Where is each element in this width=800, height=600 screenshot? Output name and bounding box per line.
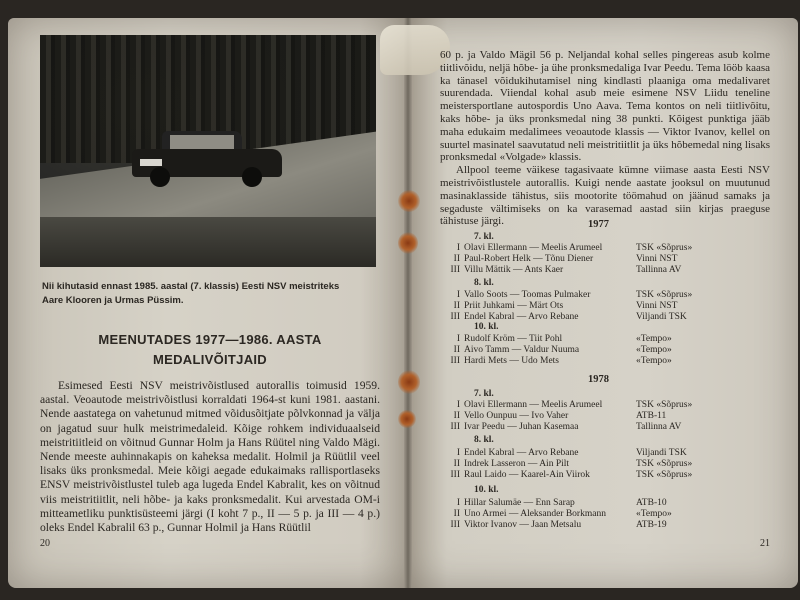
- club: Viljandi TSK: [636, 448, 687, 458]
- result-row: [446, 470, 776, 481]
- rust-stain: [398, 370, 420, 394]
- club: Vinni NST: [636, 254, 678, 264]
- text-paragraph: 60 p. ja Valdo Mägil 56 p. Neljandal kohal selles pingereas asub kolme tiitlivõidu, neljä hõbe- ja ühe pronksmedaliga Ivar Peedu. Tema lööb kaasa ka tänasel võidukihutamisel ning kindlasti plaaniga oma medalivaret suurendada. Viiendal kohal asub meie esimene NSV Liidu teneline meistersportlane autospordis Uno Aava. Tema kontos on neli tiitlivõitu, kaks hõbe- ja üks pronksmedal ning 38 punkti. Kõigest punktiga jääb maha edukaim medalimees veoautode klassis — Viktor Ivanov, kellel on suurtel masinatel saavutatud neli meistritiitlit ja üks hõbemedal ning lisaks pronksmedal «Volgade» klassis.: [440, 49, 770, 164]
- class-heading: 7. kl.: [474, 232, 494, 242]
- rank: I: [456, 448, 460, 458]
- crew: Endel Kabral — Arvo Rebane: [464, 312, 579, 322]
- club: TSK «Sõprus»: [636, 459, 693, 469]
- class-heading: 10. kl.: [474, 485, 499, 495]
- crew: Indrek Lasseron — Ain Pilt: [464, 459, 570, 469]
- rank: III: [450, 470, 460, 480]
- result-row: [446, 254, 776, 265]
- crew: Endel Kabral — Arvo Rebane: [464, 448, 579, 458]
- heading-line: MEENUTADES 1977—1986. AASTA: [98, 332, 322, 347]
- page-number-left: 20: [40, 538, 50, 549]
- result-row: [446, 459, 776, 470]
- roadside-grass: [40, 217, 376, 267]
- page-number-right: 21: [760, 538, 770, 549]
- crew: Vallo Soots — Toomas Pulmaker: [464, 290, 591, 300]
- rank: II: [453, 301, 460, 311]
- caption-line: Nii kihutasid ennast 1985. aastal (7. klassis) Eesti NSV meistriteks: [42, 281, 340, 292]
- result-row: [446, 356, 776, 367]
- article-paragraph: Esimesed Eesti NSV meistrivõistlused autorallis toimusid 1959. aastal. Veoautode meistrivõistlusi korraldati 1964-st kuni 1981. aastani. Nende aastatega on vahetunud mitmed võidusõitjate põlvkonnad ja välja on jagatud suur hulk meistrimedaleid. Kõige rohkem individuaalseid meistritiitleid on võitnud Gunnar Holm ja Hans Rüütel ning Valdo Mägi. Nende meeste auhinnakapis on kaheksa medalit. Holmil ja Rüütlil veel lisaks üks pronksmedal. Meie kõigi aegade edukaimaks rallisportlaseks ENSV meistrivõistlustel tuleb aga lugeda Endel Kabralit, kes on võitnud viis meistritiitlit, neli hõbe- ja kaks pronksmedalit. Kui arvestada OM-i mitteametliku punktisüsteemi järgi (I koht 7 p., II — 5 p. ja III — 4 p.) oleks Endel Kabralil 63 p., Gunnar Holmil ja Hans Rüütlil: [40, 379, 380, 535]
- class-heading: 8. kl.: [474, 435, 494, 445]
- class-heading: 8. kl.: [474, 278, 494, 288]
- club: Tallinna AV: [636, 422, 682, 432]
- rank: III: [450, 422, 460, 432]
- crew: Paul-Robert Helk — Tõnu Diener: [464, 254, 594, 264]
- rank: II: [453, 254, 460, 264]
- crew: Olavi Ellermann — Meelis Arumeel: [464, 243, 603, 253]
- club: «Tempo»: [636, 334, 672, 344]
- result-row: [446, 498, 776, 509]
- rank: I: [456, 290, 460, 300]
- crew: Viktor Ivanov — Jaan Metsalu: [464, 520, 582, 530]
- crew: Ivar Peedu — Juhan Kasemaa: [464, 422, 579, 432]
- rank: I: [456, 243, 460, 253]
- result-row: [446, 345, 776, 356]
- rank: I: [456, 334, 460, 344]
- club: Viljandi TSK: [636, 312, 687, 322]
- rally-car-photo: [40, 35, 376, 267]
- result-row: [446, 520, 776, 531]
- text-paragraph: Allpool teeme väikese tagasivaate kümne viimase aasta Eesti NSV meistrivõistlustele autorallis. Kuigi nende aastate jooksul on muutunud masinaklasside tähistus, siis mootorite töömahud on jäänud samaks ja segaduste vältimiseks on ka varasemad aastad siin kirjas praeguse tähistuse järgi.: [440, 164, 770, 228]
- result-row: [446, 400, 776, 411]
- club: «Tempo»: [636, 509, 672, 519]
- result-row: [446, 411, 776, 422]
- book-spine: [404, 18, 412, 588]
- crew: Priit Juhkami — Märt Ots: [464, 301, 564, 311]
- rank: III: [450, 312, 460, 322]
- rust-stain: [398, 190, 420, 212]
- crew: Olavi Ellermann — Meelis Arumeel: [464, 400, 603, 410]
- club: «Tempo»: [636, 356, 672, 366]
- club: Vinni NST: [636, 301, 678, 311]
- crew: Uno Armei — Aleksander Borkmann: [464, 509, 606, 519]
- rank: II: [453, 509, 460, 519]
- result-row: [446, 243, 776, 254]
- heading-line: MEDALIVÕITJAID: [153, 352, 267, 367]
- crew: Hillar Salumäe — Enn Sarap: [464, 498, 575, 508]
- club: TSK «Sõprus»: [636, 243, 693, 253]
- rank: III: [450, 520, 460, 530]
- rank: I: [456, 400, 460, 410]
- result-row: [446, 265, 776, 276]
- rally-car: [132, 127, 282, 185]
- class-heading: 10. kl.: [474, 322, 499, 332]
- rank: I: [456, 498, 460, 508]
- result-row: [446, 422, 776, 433]
- year-heading: 1978: [588, 374, 609, 385]
- result-row: [446, 290, 776, 301]
- article-heading: [40, 330, 380, 370]
- crew: Hardi Mets — Udo Mets: [464, 356, 559, 366]
- crew: Vello Ounpuu — Ivo Vaher: [464, 411, 569, 421]
- rank: II: [453, 345, 460, 355]
- result-row: [446, 448, 776, 459]
- club: ATB-11: [636, 411, 667, 421]
- article-body: [40, 379, 380, 535]
- rank: II: [453, 411, 460, 421]
- rust-stain: [398, 232, 418, 254]
- caption-line: Aare Klooren ja Urmas Püssim.: [42, 295, 184, 306]
- class-heading: 7. kl.: [474, 389, 494, 399]
- photo-caption: [42, 280, 382, 308]
- result-row: [446, 509, 776, 520]
- rank: II: [453, 459, 460, 469]
- crew: Villu Mättik — Ants Kaer: [464, 265, 564, 275]
- club: TSK «Sõprus»: [636, 400, 693, 410]
- year-heading: 1977: [588, 219, 609, 230]
- result-row: [446, 334, 776, 345]
- crew: Aivo Tamm — Valdur Nuuma: [464, 345, 580, 355]
- crew: Rudolf Kröm — Tiit Pohl: [464, 334, 563, 344]
- rank: III: [450, 265, 460, 275]
- club: TSK «Sõprus»: [636, 290, 693, 300]
- club: TSK «Sõprus»: [636, 470, 693, 480]
- crew: Raul Laido — Kaarel-Ain Viirok: [464, 470, 590, 480]
- rank: III: [450, 356, 460, 366]
- result-row: [446, 301, 776, 312]
- club: ATB-19: [636, 520, 667, 530]
- club: «Tempo»: [636, 345, 672, 355]
- rust-stain: [398, 410, 416, 428]
- club: ATB-10: [636, 498, 667, 508]
- club: Tallinna AV: [636, 265, 682, 275]
- right-page-text: [440, 49, 770, 228]
